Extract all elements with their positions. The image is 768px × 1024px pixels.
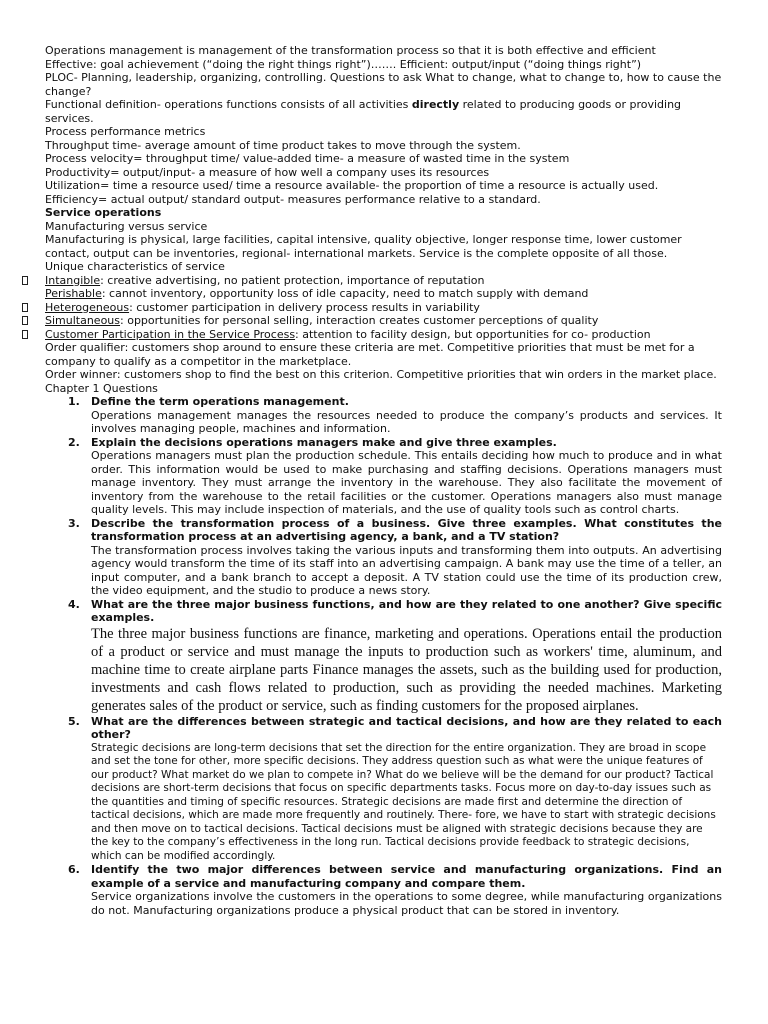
definition-line: Operations management is management of the transformation process so that it is both effective and efficient [45,44,656,57]
characteristics-heading: Unique characteristics of service [45,260,225,273]
characteristic-term: Heterogeneous [45,300,130,314]
question-number: 4. [68,597,80,611]
functional-definition-text: Functional definition- operations functions consists of all activities [45,98,412,111]
question-text: What are the differences between strategic and tactical decisions, and how are they related to each other? [91,714,722,741]
functional-definition-line [45,98,722,125]
question-item-3 [45,517,722,598]
characteristic-desc: : creative advertising, no patient protection, importance of reputation [100,273,485,287]
question-text: Describe the transformation process of a business. Give three examples. What constitutes the transformation process at an advertising agency, a bank, and a TV station? [91,516,722,543]
metric-velocity: Process velocity= throughput time/ value-added time- a measure of wasted time in the system [45,152,570,165]
characteristic-desc: : opportunities for personal selling, interaction creates customer perceptions of quality [120,314,599,327]
characteristic-desc: : cannot inventory, opportunity loss of idle capacity, need to match supply with demand [101,287,589,300]
question-number: 6. [68,863,80,876]
bullet-icon [22,316,28,325]
document-page [45,44,722,917]
functional-definition-rest: related to producing goods or providing services. [45,98,682,125]
answer-text: Service organizations involve the customers in the operations to some degree, while manufacturing organizations do not. Manufacturing organizations produce a physical product that can be stored in inventory. [91,890,722,917]
manufacturing-comparison: Manufacturing is physical, large facilities, capital intensive, quality objective, longer response time, lower customer contact, output can be inventories, regional- international markets. Service is the complete opposite of all those. [45,233,682,260]
effective-efficient-line: Effective: goal achievement (“doing the right things right”)……. Efficient: output/input (“doing things right”) [45,57,642,71]
bullet-icon [22,276,28,285]
metric-utilization: Utilization= time a resource used/ time a resource available- the proportion of time a resource is actually used. [45,179,659,192]
question-text: Identify the two major differences between service and manufacturing organizations. Find an example of a service and manufacturing company and compare them. [91,863,722,890]
characteristic-desc: : customer participation in delivery process results in variability [129,300,480,314]
characteristic-item [45,314,722,328]
order-qualifier: Order qualifier: customers shop around to ensure these criteria are met. Competitive priorities that must be met for a company to qualify as a competitor in the marketplace. [45,341,695,368]
metric-throughput: Throughput time- average amount of time product takes to move through the system. [45,138,521,152]
metric-efficiency: Efficiency= actual output/ standard output- measures performance relative to a standard. [45,192,541,206]
question-number: 2. [68,435,80,449]
characteristic-term: Perishable [45,287,102,300]
bullet-icon [22,330,28,339]
characteristic-item [45,328,722,342]
metrics-heading: Process performance metrics [45,125,206,138]
question-item-4 [45,598,722,715]
answer-text: Operations managers must plan the production schedule. This entails deciding how much to produce and in what order. This information would be used to make purchasing and staffing decisions. Operations managers must manage inventory. They must arrange the inventory in the warehouse. They also facilitate the movement of inventory from the warehouse to the retail facilities or the customer. Operations managers also must manage quality levels. This may include inspection of materials, and the use of quality tools such as control charts. [91,449,722,516]
question-item-2 [45,436,722,517]
question-item-1 [45,395,722,436]
order-winner: Order winner: customers shop to find the best on this criterion. Competitive priorities that win orders in the market place. [45,368,717,381]
characteristic-item [45,287,722,301]
service-operations-heading: Service operations [45,206,162,219]
question-item-5 [45,715,722,864]
characteristic-term: Customer Participation in the Service Process [45,327,296,341]
characteristic-item [45,274,722,288]
answer-text: Strategic decisions are long-term decisions that set the direction for the entire organization. They are broad in scope and set the tone for other, more specific decisions. They address question such as what were the unique features of our product? What market do we plan to compete in? What do we believe will be the demand for our product? Tactical decisions are short-term decisions that focus on specific departments tasks. Focus more on day-to-day issues such as the quantities and timing of specific resources. Strategic decisions are made first and determine the direction of tactical decisions, which are made more frequently and routinely. There- fore, we have to start with strategic decisions and then move on to tactical decisions. Tactical decisions must be aligned with strategic decisions because they are the key to the company’s effectiveness in the long run. Tactical decisions provide feedback to strategic decisions, which can be modified accordingly. [91,741,716,862]
question-text: What are the three major business functions, and how are they related to one another? Give specific examples. [91,597,722,624]
characteristic-term: Simultaneous [45,314,121,327]
characteristic-term: Intangible [45,273,101,287]
bullet-icon [22,303,28,312]
question-text: Define the term operations management. [91,395,349,408]
functional-definition-emphasis: directly [411,98,460,111]
characteristic-desc: : attention to facility design, but opportunities for co- production [295,327,651,341]
ploc-line: PLOC- Planning, leadership, organizing, controlling. Questions to ask What to change, what to change to, how to cause the change? [45,71,722,98]
answer-text: Operations management manages the resources needed to produce the company’s products and services. It involves managing people, machines and information. [91,408,722,435]
answer-text: The three major business functions are finance, marketing and operations. Operations entail the production of a product or service and must manage the inputs to production such as workers' time, aluminum, and machine time to create airplane parts Finance manages the assets, such as the building used for production, investments and cash flows related to production, such as providing the needed machines. Marketing generates sales of the product or service, such as finding customers for the proposed airplanes. [91,625,722,714]
question-number: 5. [68,714,80,728]
question-item-6 [45,863,722,917]
question-text: Explain the decisions operations managers make and give three examples. [91,435,557,449]
manufacturing-vs-service-subheading: Manufacturing versus service [45,219,208,233]
questions-heading: Chapter 1 Questions [45,381,158,395]
characteristic-item [45,301,722,315]
questions-list [45,395,722,917]
question-number: 1. [68,395,80,408]
metric-productivity: Productivity= output/input- a measure of how well a company uses its resources [45,165,490,179]
question-number: 3. [68,516,80,530]
answer-text: The transformation process involves taking the various inputs and transforming them into outputs. An advertising agency would transform the time of its staff into an advertising campaign. A bank may use the time of a teller, an input computer, and a bank branch to accept a deposit. A TV station could use the time of its production crew, the video equipment, and the studio to produce a news story. [91,543,722,597]
